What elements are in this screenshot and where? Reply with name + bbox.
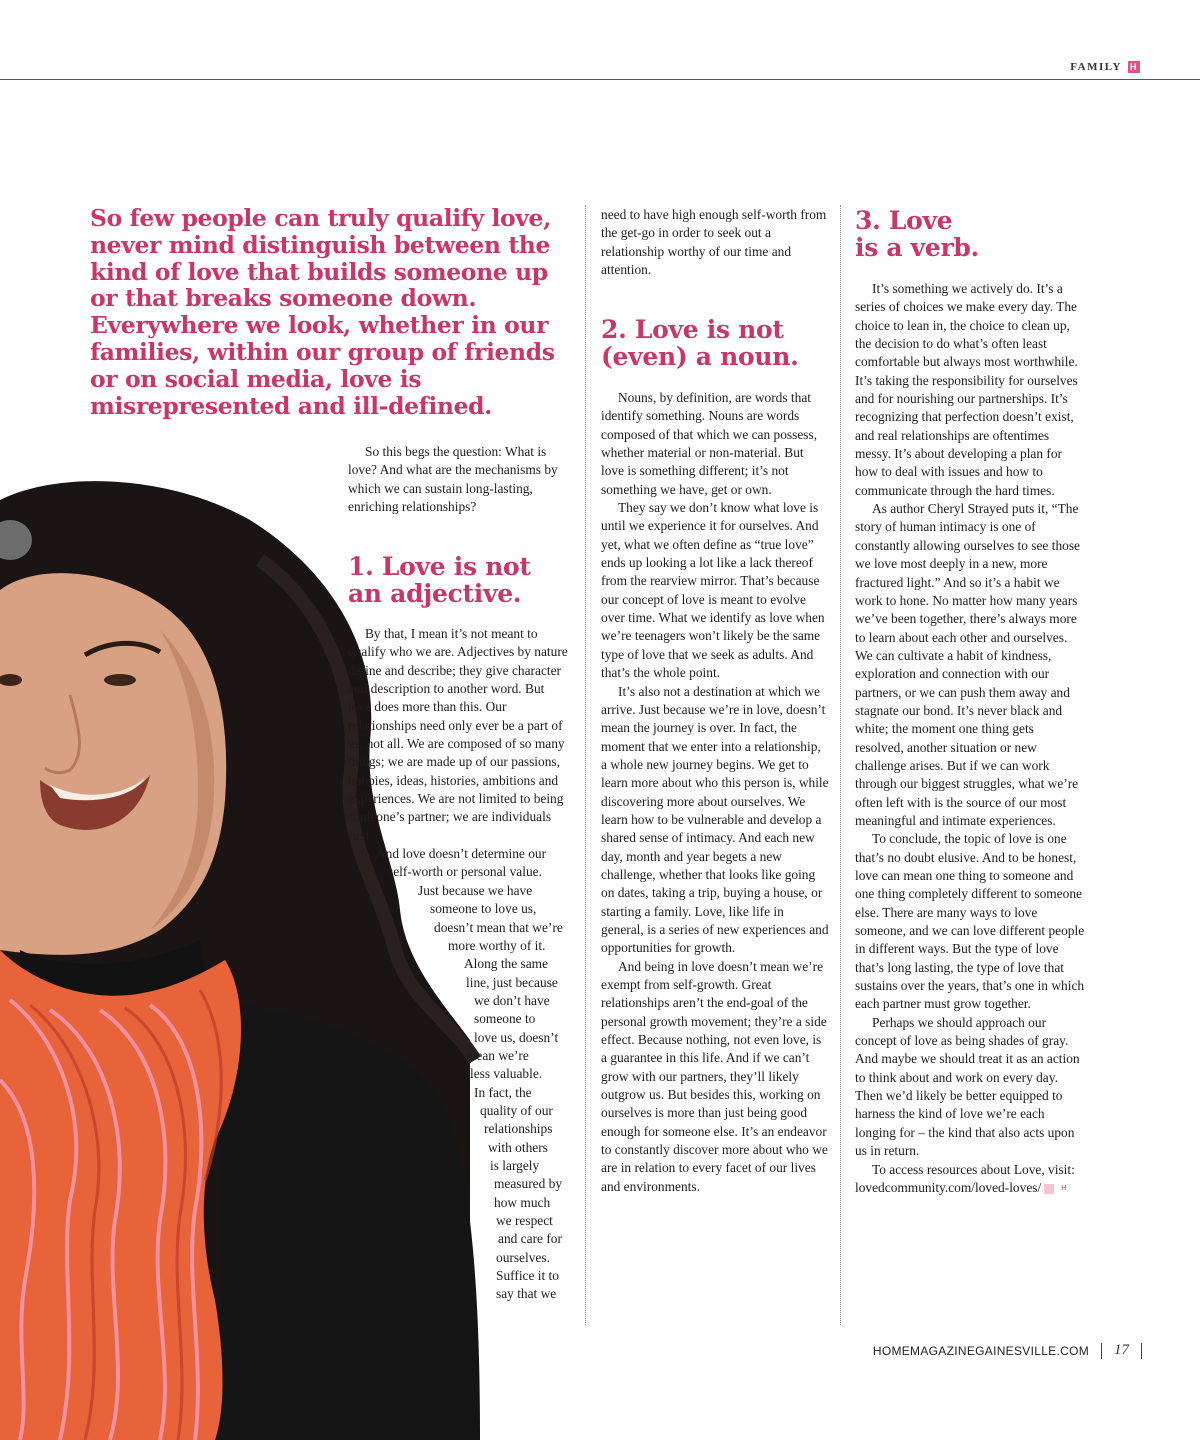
section-label [1070,61,1140,73]
column-divider [585,205,586,1325]
body-paragraph: And being in love doesn’t mean we’re exempt from self-growth. Great relationships aren’t the end-goal of the personal growth movement; they’re a side effect. Because nothing, not even love, is a guarantee in this life. And if we can’t grow with our partners, they’ll likely outgrow us. But besides this, working on ourselves is more than just being good enough for someone else. It’s an endeavor to constantly discover more about who we are in relation to every facet of our lives and environments. [601,958,828,1194]
wrapped-line: say that we [496,1286,557,1302]
subheading-love-is-verb [855,207,1085,261]
subheading-line: 2. Love is not [601,315,784,344]
page-footer [873,1342,1142,1359]
home-logo-icon: H [1130,62,1138,72]
subheading-love-not-noun [601,316,831,370]
subheading-line: is a verb. [855,233,979,262]
wrapped-line: line, just because [466,974,558,990]
wrapped-line: love us, doesn’t [474,1029,559,1045]
wrapped-line: And love doesn’t determine our [376,846,547,862]
wrapped-line: Suffice it to [496,1268,559,1284]
section-name: FAMILY [1070,61,1122,73]
wrapped-line: more worthy of it. [448,937,546,953]
page-number: 17 [1114,1342,1129,1358]
body-paragraph: They say we don’t know what love is until we experience it for ourselves. And yet, what we often define as “true love” ends up looking a lot like a lack thereof from the rearview mirror. That’s because our concept of love is meant to evolve over time. What we identify as love when we’re teenagers won’t likely be the same type of love that we seek as adults. And that’s the whole point. [601,500,825,681]
body-paragraph: Perhaps we should approach our concept of love as being shades of gray. And maybe we should treat it as an action to think about and work on every day. Then we’d likely be better equipped to harness the kind of love we’re each longing for – the kind that also acts upon us in return. [855,1014,1080,1159]
wrapped-line: we don’t have [474,992,550,1008]
footer-divider [1141,1343,1142,1359]
header-rule [0,79,1200,80]
column-divider [840,205,841,1325]
end-mark-icon: H [1044,1184,1054,1194]
subheading-line: 1. Love is not [348,552,531,581]
section-2-body [601,389,829,1196]
wrapped-line: doesn’t mean that we’re [434,919,563,935]
wrapped-line: we respect [496,1213,553,1228]
wrapped-line: quality of our [480,1102,553,1118]
wrapped-line: someone to [474,1011,536,1027]
body-paragraph: By that, I mean it’s not meant to qualify who we are. Adjectives by nature define and describe; they give character and description to another word. But love does more than this. Our relationships need only ever be a part of us, not all. We are composed of so many things; we are made up of our passions, hobbies, ideas, histories, ambitions and experiences. We are not limited to being someone’s partner; we are individuals first. [348,626,568,843]
body-paragraph: It’s something we actively do. It’s a series of choices we make every day. The choice to lean in, the choice to clean up, the decision to do what’s often least comfortable but always most worthwhile. It’s taking the responsibility for ourselves and for nourishing our partnerships. It’s recognizing that perfection doesn’t exist, and real relationships are oftentimes messy. It’s about developing a plan for how to deal with issues and how to communicate through the hard times. [855,281,1078,498]
wrapped-paragraph [348,845,572,1304]
closing-paragraph [855,1161,1085,1198]
wrapped-line: Along the same [464,956,549,972]
subheading-line: (even) a noun. [601,342,799,371]
wrapped-line: and care for [498,1231,562,1247]
body-paragraph: It’s also not a destination at which we arrive. Just because we’re in love, doesn’t mean the journey is over. In fact, the moment that we enter into a relationship, a whole new journey begins. We get to learn more about who this person is, while discovering more about ourselves. We learn how to be vulnerable and develop a shared sense of intimacy. And each new day, month and year begets a new challenge, whether that looks like going on dates, taking a trip, buying a house, or starting a family. Love, like life in general, is a series of new experiences and opportunities for growth. [601,683,829,956]
wrapped-line: relationships [484,1121,553,1137]
resource-link[interactable]: To access resources about Love, visit: lovedcommunity.com/loved-loves/ [855,1161,1075,1195]
wrapped-line: someone to love us, [430,901,537,917]
footer-divider [1101,1343,1102,1359]
subheading-love-not-adjective [348,553,578,607]
body-paragraph: Nouns, by definition, are words that identify something. Nouns are words composed of that which we can possess, whether material or non-material. But love is something different; it’s not something we have, get or own. [601,390,818,497]
body-paragraph: As author Cheryl Strayed puts it, “The story of human intimacy is one of constantly allowing ourselves to see those we love most deeply in a new, more fractured light.” And so it’s a habit we work to hone. No matter how many years we’ve been together, there’s always more to learn about each other and ourselves. We can cultivate a habit of kindness, exploration and connection with our partners, or we can push them away and stagnate our bond. It’s never black and white; the moment one thing gets resolved, another situation or new challenge arises. But if we can work through our biggest struggles, what we’re often left with is the source of our most meaningful and intimate experiences. [855,501,1080,828]
continuation-paragraph: need to have high enough self-worth from the get-go in order to seek out a relationship worthy of our time and attention. [601,207,827,278]
intro-text [348,443,570,516]
intro-paragraph: So this begs the question: What is love? And what are the mechanisms by which we can sustain long-lasting, enriching relationships? [348,444,558,515]
wrapped-line: Just because we have [418,882,533,898]
column-3-body [855,280,1085,1197]
wrapped-line: less valuable. [470,1066,543,1082]
wrapped-line: is largely [490,1157,540,1173]
magazine-website[interactable]: HOMEMAGAZINEGAINESVILLE.COM [872,1343,1089,1358]
wrapped-line: ourselves. [496,1249,550,1265]
column-2-body [601,206,829,279]
pull-quote: So few people can truly qualify love, never mind distinguish between the kind of love that builds someone up or that breaks someone down. Everywhere we look, whether in our families, within our group of friends or on social media, love is misrepresented and ill-defined. [90,204,555,420]
column-1-body [348,625,572,1304]
subheading-line: 3. Love [855,206,953,235]
wrapped-line: In fact, the [474,1084,532,1100]
body-paragraph: To conclude, the topic of love is one that’s no doubt elusive. And to be honest, love can mean one thing to someone and one thing completely different to someone else. There are many ways to love someone, and we can love different people in different ways. But the type of love that’s long lasting, the type of love that sustains over the years, that’s one in which each partner must grow together. [855,831,1085,1012]
wrapped-line: self-worth or personal value. [388,864,542,880]
wrapped-line: mean we’re [466,1047,529,1063]
wrapped-line: how much [494,1194,551,1210]
subheading-line: an adjective. [348,579,522,608]
wrapped-line: with others [488,1139,548,1155]
wrapped-line: measured by [494,1176,563,1192]
